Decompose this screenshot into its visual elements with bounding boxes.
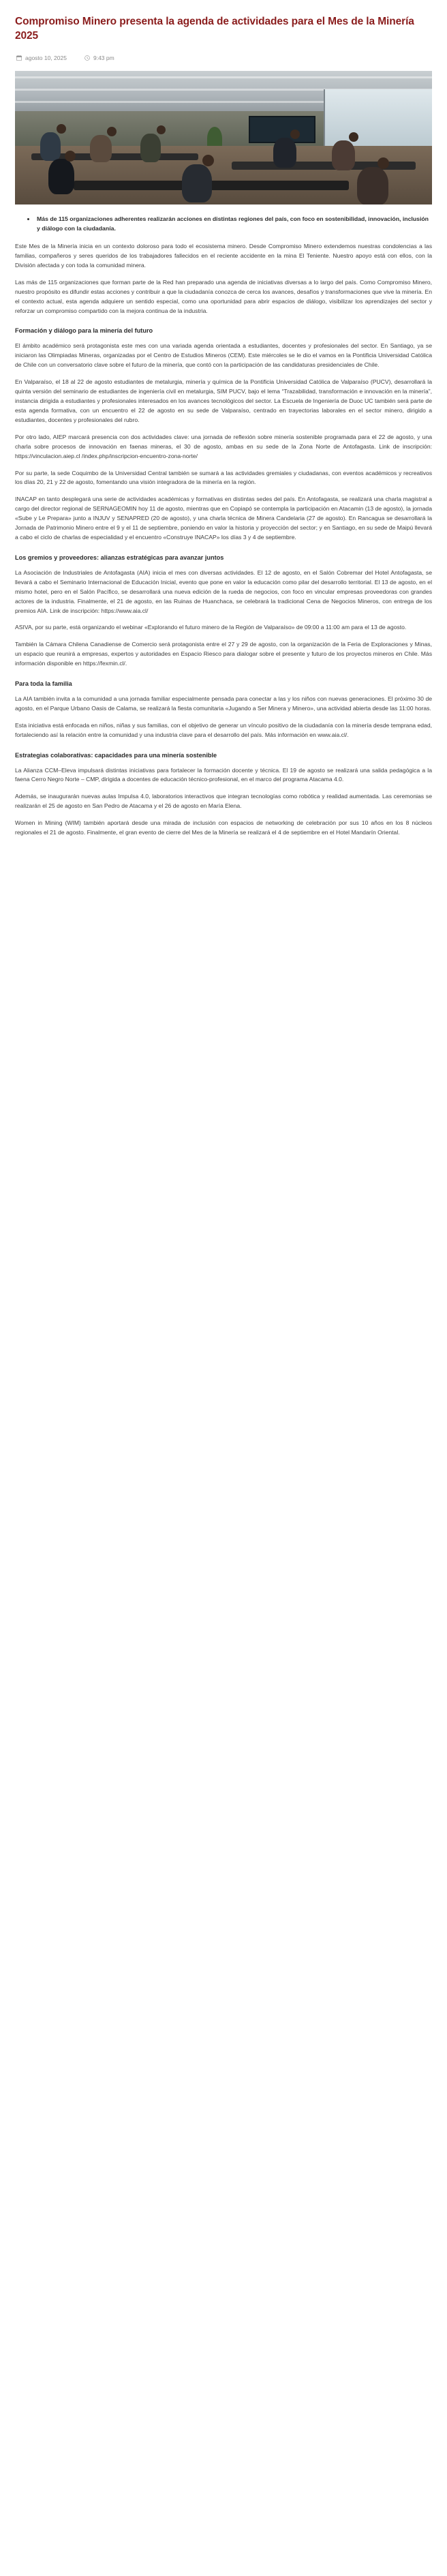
section-1-paragraph-1: El ámbito académico será protagonista este mes con una variada agenda orientada a estudiantes, docentes y profesionales del sector. En Santiago, ya se iniciaron las Olimpiadas Mineras, organizadas por el Centro de Estudios Mineros (CEM). Este miércoles se le dio el vamos en la Pontificia Universidad Católica de Chile con un conversatorio clave sobre el futuro de la minería, que contó con la participación de las candidaturas presidenciales de Chile. (15, 342, 432, 369)
section-1-paragraph-2: En Valparaíso, el 18 al 22 de agosto estudiantes de metalurgia, minería y química de la Pontificia Universidad Católica de Valparaíso (PUCV), desarrollará la quinta versión del seminario de estudiantes de ingeniería civil en metalurgia, SIM PUCV, bajo el lema “Trazabilidad, transformación e innovación en la minería”, instancia dirigida a estudiantes y profesionales interesados en los avances tecnológicos del sector. La Escuela de Ingeniería de Duoc UC también será parte de esta agenda formativa, con un encuentro el 22 de agosto en su sede de Valparaíso, centrado en trayectorias laborales en el sector minero, dirigido a estudiantes, docentes y profesionales del rubro. (15, 378, 432, 423)
section-2-paragraph-1: La Asociación de Industriales de Antofagasta (AIA) inicia el mes con diversas actividades. El 12 de agosto, en el Salón Cobremar del Hotel Antofagasta, se llevará a cabo el Seminario Internacional de Educación Inicial, evento que pone en valor la educación como pilar del desarrollo territorial. El 13 de agosto, en el mismo hotel, pero en el Salón Pacífico, se desarrollará una nueva edición de la rueda de negocios, con foco en vincular empresas proveedoras con grandes actores de la industria. Finalmente, el 21 de agosto, en las Ruinas de Huanchaca, se celebrará la tradicional Cena de Negocios Mineros, con entrega de los premios AIA. Link de inscripción: https://www.aia.cl/ (15, 569, 432, 614)
hero-person (332, 140, 355, 170)
section-4-paragraph-3: Women in Mining (WIM) también aportará desde una mirada de inclusión con espacios de networking de celebración por sus 10 años en los 8 núcleos regionales el 21 de agosto. Finalmente, el gran evento de cierre del Mes de la Minería se realizará el 4 de septiembre en el Hotel Mandarín Oriental. (15, 819, 432, 836)
hero-person (40, 132, 61, 161)
section-heading-2: Los gremios y proveedores: alianzas estratégicas para avanzar juntos (15, 554, 224, 561)
hero-person-head (107, 127, 117, 136)
publish-time (84, 55, 114, 61)
publish-time-text: 9:43 pm (93, 54, 114, 61)
section-heading-4: Estrategias colaborativas: capacidades para una minería sostenible (15, 751, 217, 759)
section-heading-1: Formación y diálogo para la minería del futuro (15, 327, 153, 335)
hero-person-head (349, 132, 358, 142)
hero-person (48, 159, 74, 194)
hero-person (140, 134, 161, 162)
hero-person (90, 135, 112, 162)
clock-icon (84, 55, 90, 61)
section-2-paragraph-2: ASIVA, por su parte, está organizando el webinar «Explorando el futuro minero de la Región de Valparaíso» de 09:00 a 11:00 am para el 13 de agosto. (15, 624, 407, 631)
section-1-paragraph-5: INACAP en tanto desplegará una serie de actividades académicas y formativas en distintas sedes del país. En Antofagasta, se realizará una charla magistral a cargo del director regional de SERNAGEOMIN hoy 11 de agosto, mientras que en Copiapó se contempla la participación en Atacamin (13 de agosto), la jornada «Sube y Le Prepara» junto a INJUV y SENAPRED (20 de agosto), y una charla técnica de Minera Candelaria (27 de agosto). En Rancagua se desarrollará la Jornada de Patrimonio Minero entre el 9 y el 11 de septiembre, poniendo en valor la historia y proyección del sector; y en Santiago, en su sede de Maipú llevará a cabo el ciclo de charlas de especialidad y el encuentro «Construye INACAP» los días 3 y 4 de septiembre. (15, 496, 432, 541)
publish-date-text: agosto 10, 2025 (25, 54, 67, 61)
section-heading-3: Para toda la familia (15, 680, 72, 688)
article-paragraph-1: Este Mes de la Minería inicia en un contexto doloroso para todo el ecosistema minero. Desde Compromiso Minero extendemos nuestras condolencias a las familias, compañeros y seres queridos de los trabajadores fallecidos en el reciente accidente en la mina El Teniente. Nuestro apoyo está con ellos, con la División afectada y con toda la comunidad minera. (15, 243, 432, 269)
hero-person (182, 164, 212, 202)
list-item: • Más de 115 organizaciones adherentes realizarán acciones en distintas regiones del país, con foco en sostenibilidad, innovación, inclusión y diálogo con la ciudadanía. (35, 214, 432, 233)
section-1-paragraph-4: Por su parte, la sede Coquimbo de la Universidad Central también se sumará a las actividades gremiales y ciudadanas, con eventos académicos y recreativos los días 20, 21 y 22 de agosto, fomentando una visión integradora de la minería en la región. (15, 469, 432, 486)
section-2-paragraph-3: También la Cámara Chilena Canadiense de Comercio será protagonista entre el 27 y 29 de agosto, con la organización de la Feria de Exploraciones y Minas, un espacio que reunirá a empresas, expertos y autoridades en Espacio Riesco para dialogar sobre el presente y futuro de los proyectos mineros en Chile. Más información disponible en https://fexmin.cl/. (15, 641, 432, 667)
article-page (0, 0, 447, 866)
calendar-icon (16, 55, 22, 61)
hero-person-head (290, 130, 300, 139)
article-hero-image (15, 71, 432, 204)
section-3-paragraph-1: La AIA también invita a la comunidad a una jornada familiar especialmente pensada para conectar a las y los niños con nuevas generaciones. El próximo 30 de agosto, en el Parque Urbano Oasis de Calama, se realizará la fiesta comunitaria «Jugando a Ser Minera y Minero», una actividad abierta desde las 11:00 horas. (15, 695, 432, 712)
hero-person (273, 138, 296, 168)
article-meta (16, 55, 432, 61)
section-3-paragraph-2: Esta iniciativa está enfocada en niños, niñas y sus familias, con el objetivo de generar un vínculo positivo de la ciudadanía con la minería desde temprana edad, fortaleciendo así la relación entre la comunidad y una industria clave para el desarrollo del país. Más información en www.aia.cl/. (15, 721, 432, 738)
section-4-paragraph-1: La Alianza CCM–Eleva impulsará distintas iniciativas para fortalecer la formación docente y técnica. El 19 de agosto se realizará una salida pedagógica a la faena Cerro Negro Norte – CMP, dirigida a docentes de educación técnico-profesional, en el marco del programa Atacama 4.0. (15, 766, 432, 783)
article-highlights (15, 214, 432, 233)
article-paragraph-2: Las más de 115 organizaciones que forman parte de la Red han preparado una agenda de iniciativas diversas a lo largo del país. Como Compromiso Minero, nuestro propósito es difundir estas acciones y contribuir a que la ciudadanía conozca de cerca los avances, desafíos y transformaciones que vive la minería. En el contexto actual, esta agenda adquiere un sentido especial, como una oportunidad para abrir espacios de diálogo, visibilizar los aprendizajes del sector y reforzar un compromiso compartido con la mejora continua de la industria. (15, 278, 432, 314)
publish-date (16, 55, 67, 61)
page-title: Compromiso Minero presenta la agenda de actividades para el Mes de la Minería 2025 (15, 16, 414, 42)
hero-person (357, 167, 388, 204)
section-1-paragraph-3: Por otro lado, AIEP marcará presencia con dos actividades clave: una jornada de reflexión sobre minería sostenible programada para el 22 de agosto, y una charla sobre procesos de innovación en faenas mineras, el 30 de agosto, ambas en su sede de la Zona Norte de Antofagasta. Link de inscripción: https://vinculacion.aiep.cl /index.php/inscripcion-encuentro-zona-norte/ (15, 433, 432, 459)
section-4-paragraph-2: Además, se inaugurarán nuevas aulas Impulsa 4.0, laboratorios interactivos que integran tecnologías como robótica y realidad aumentada. Las ceremonias se realizarán el 25 de agosto en San Pedro de Atacama y el 26 de agosto en María Elena. (15, 793, 432, 810)
